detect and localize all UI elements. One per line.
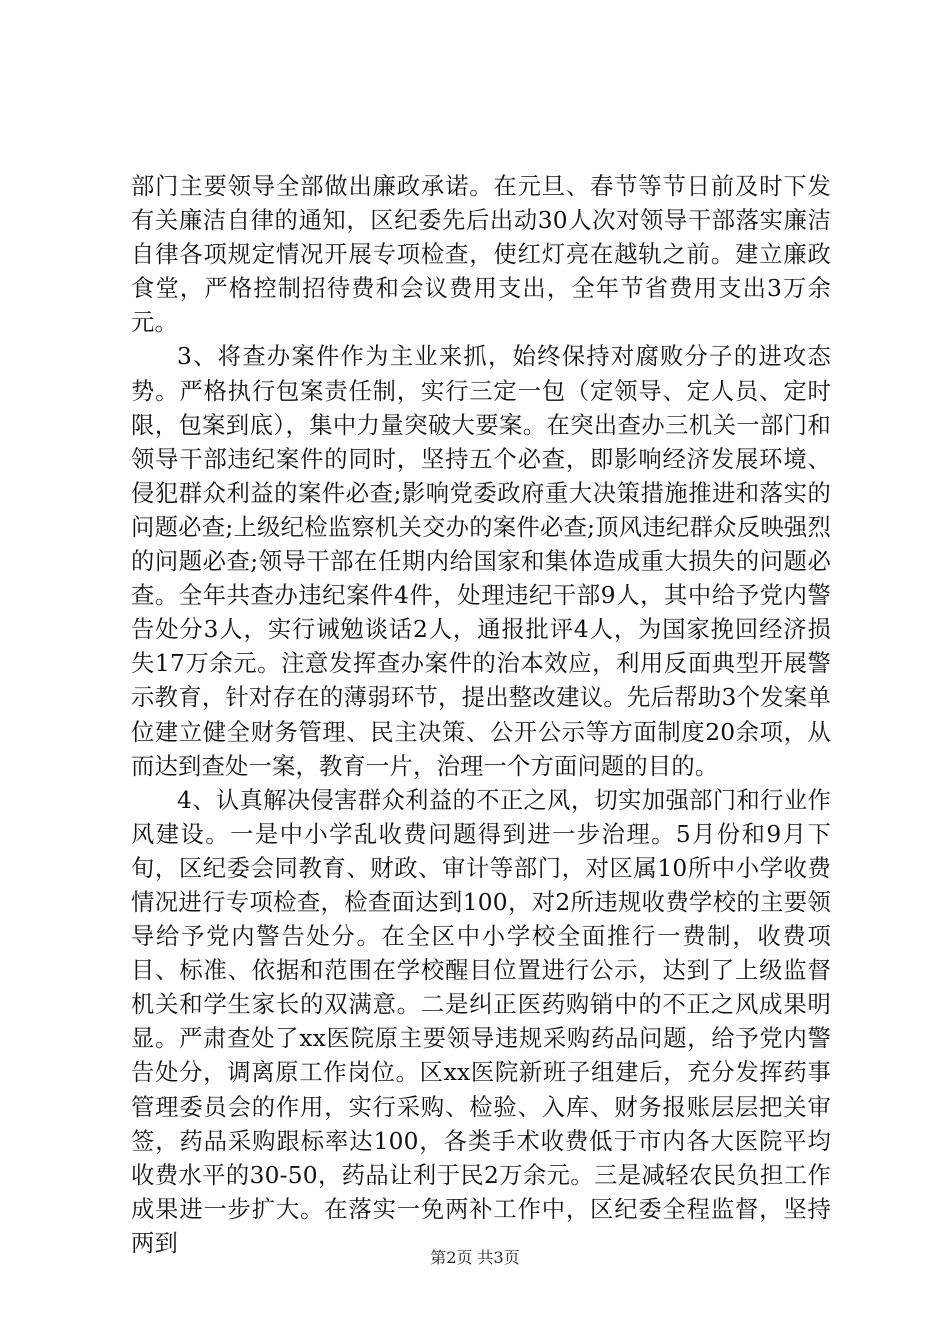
paragraph-3: 4、认真解决侵害群众利益的不正之风，切实加强部门和行业作风建设。一是中小学乱收费问题得到进一步治理。5月份和9月下旬，区纪委会同教育、财政、审计等部门，对区属10所中小学收费情况进行专项检查，检查面达到100，对2所违规收费学校的主要领导给予党内警告处分。在全区中小学校全面推行一费制，收费项目、标准、依据和范围在学校醒目位置进行公示，达到了上级监督机关和学生家长的双满意。二是纠正医药购销中的不正之风成果明显。严肃查处了xx医院原主要领导违规采购药品问题，给予党内警告处分，调离原工作岗位。区xx医院新班子组建后，充分发挥药事管理委员会的作用，实行采购、检验、入库、财务报账层层把关审签，药品采购跟标率达100，各类手术收费低于市内各大医院平均收费水平的30-50，药品让利于民2万余元。三是减轻农民负担工作成果进一步扩大。在落实一免两补工作中，区纪委全程监督，坚持两到 [131, 786, 831, 1257]
document-body [131, 170, 831, 1261]
paragraph-1: 部门主要领导全部做出廉政承诺。在元旦、春节等节日前及时下发有关廉洁自律的通知，区纪委先后出动30人次对领导干部落实廉洁自律各项规定情况开展专项检查，使红灯亮在越轨之前。建立廉政食堂，严格控制招待费和会议费用支出，全年节省费用支出3万余元。 [131, 173, 831, 337]
page-footer: 第2页 共3页 [430, 1248, 520, 1267]
paragraph-2: 3、将查办案件作为主业来抓，始终保持对腐败分子的进攻态势。严格执行包案责任制，实行三定一包（定领导、定人员、定时限，包案到底），集中力量突破大要案。在突出查办三机关一部门和领导干部违纪案件的同时，坚持五个必查，即影响经济发展环境、侵犯群众利益的案件必查;影响党委政府重大决策措施推进和落实的问题必查;上级纪检监察机关交办的案件必查;顶风违纪群众反映强烈的问题必查;领导干部在任期内给国家和集体造成重大损失的问题必查。全年共查办违纪案件4件，处理违纪干部9人，其中给予党内警告处分3人，实行诫勉谈话2人，通报批评4人，为国家挽回经济损失17万余元。注意发挥查办案件的治本效应，利用反面典型开展警示教育，针对存在的薄弱环节，提出整改建议。先后帮助3个发案单位建立健全财务管理、民主决策、公开公示等方面制度20余项，从而达到查处一案，教育一片，治理一个方面问题的目的。 [131, 343, 831, 780]
